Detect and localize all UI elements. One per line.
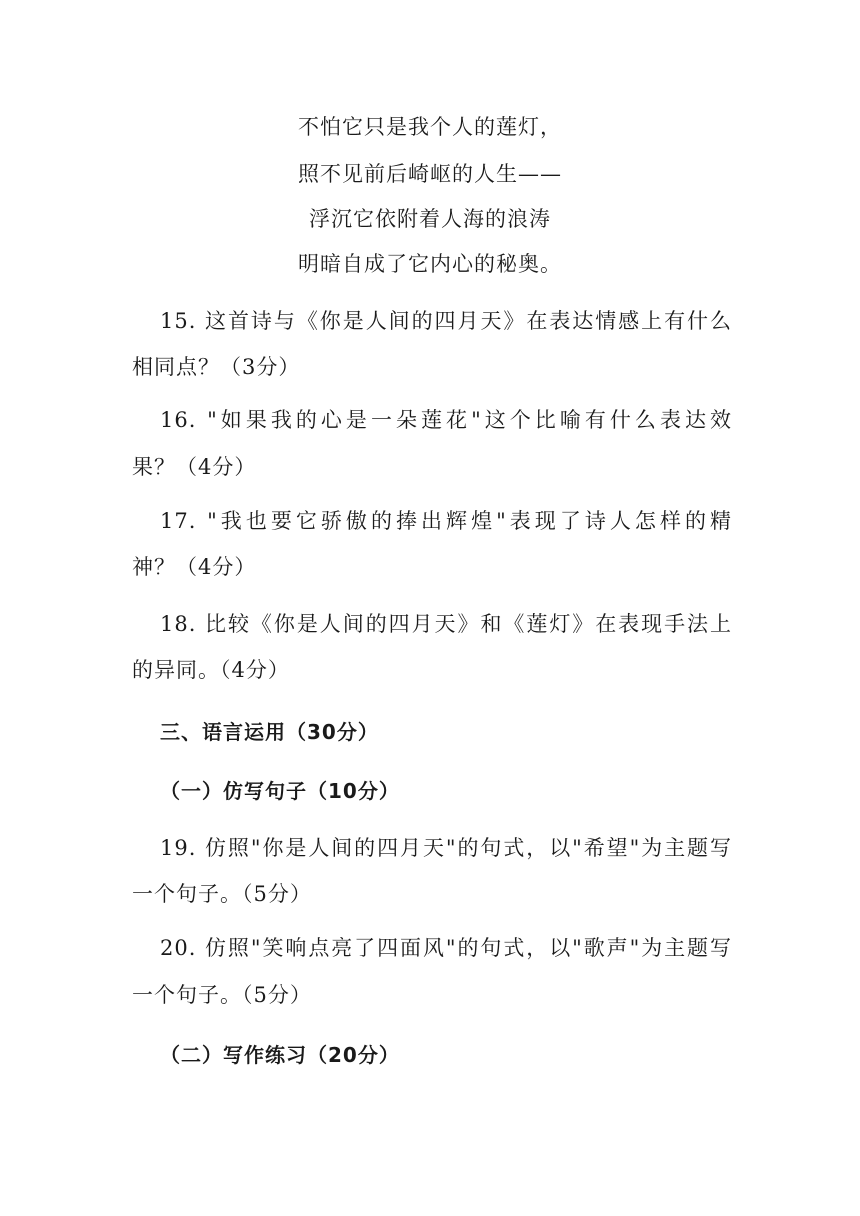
question-text: 18. 比较《你是人间的四月天》和《莲灯》在表现手法上 <box>160 612 732 636</box>
section-heading: 三、语言运用（30分） <box>160 720 379 744</box>
subsection-heading: （一）仿写句子（10分） <box>160 779 400 803</box>
question-text: 15. 这首诗与《你是人间的四月天》在表达情感上有什么 <box>160 309 732 333</box>
question-text-cont: 相同点？（3分） <box>132 355 301 379</box>
poem-line: 照不见前后崎岖的人生—— <box>298 162 562 186</box>
question-text: 19. 仿照"你是人间的四月天"的句式，以"希望"为主题写 <box>160 836 732 860</box>
poem-line: 不怕它只是我个人的莲灯， <box>298 115 562 139</box>
question-text: 20. 仿照"笑响点亮了四面风"的句式，以"歌声"为主题写 <box>160 936 732 960</box>
question-text: 17. "我也要它骄傲的捧出辉煌"表现了诗人怎样的精 <box>160 509 732 533</box>
poem-line: 明暗自成了它内心的秘奥。 <box>298 252 562 276</box>
question-text-cont: 神？（4分） <box>132 555 257 579</box>
question-text-cont: 一个句子。（5分） <box>132 882 312 906</box>
subsection-heading: （二）写作练习（20分） <box>160 1043 400 1067</box>
question-text: 16. "如果我的心是一朵莲花"这个比喻有什么表达效 <box>160 408 732 432</box>
poem-line: 浮沉它依附着人海的浪涛 <box>309 207 551 231</box>
question-text-cont: 一个句子。（5分） <box>132 983 312 1007</box>
question-text-cont: 的异同。（4分） <box>132 658 290 682</box>
question-text-cont: 果？（4分） <box>132 455 257 479</box>
